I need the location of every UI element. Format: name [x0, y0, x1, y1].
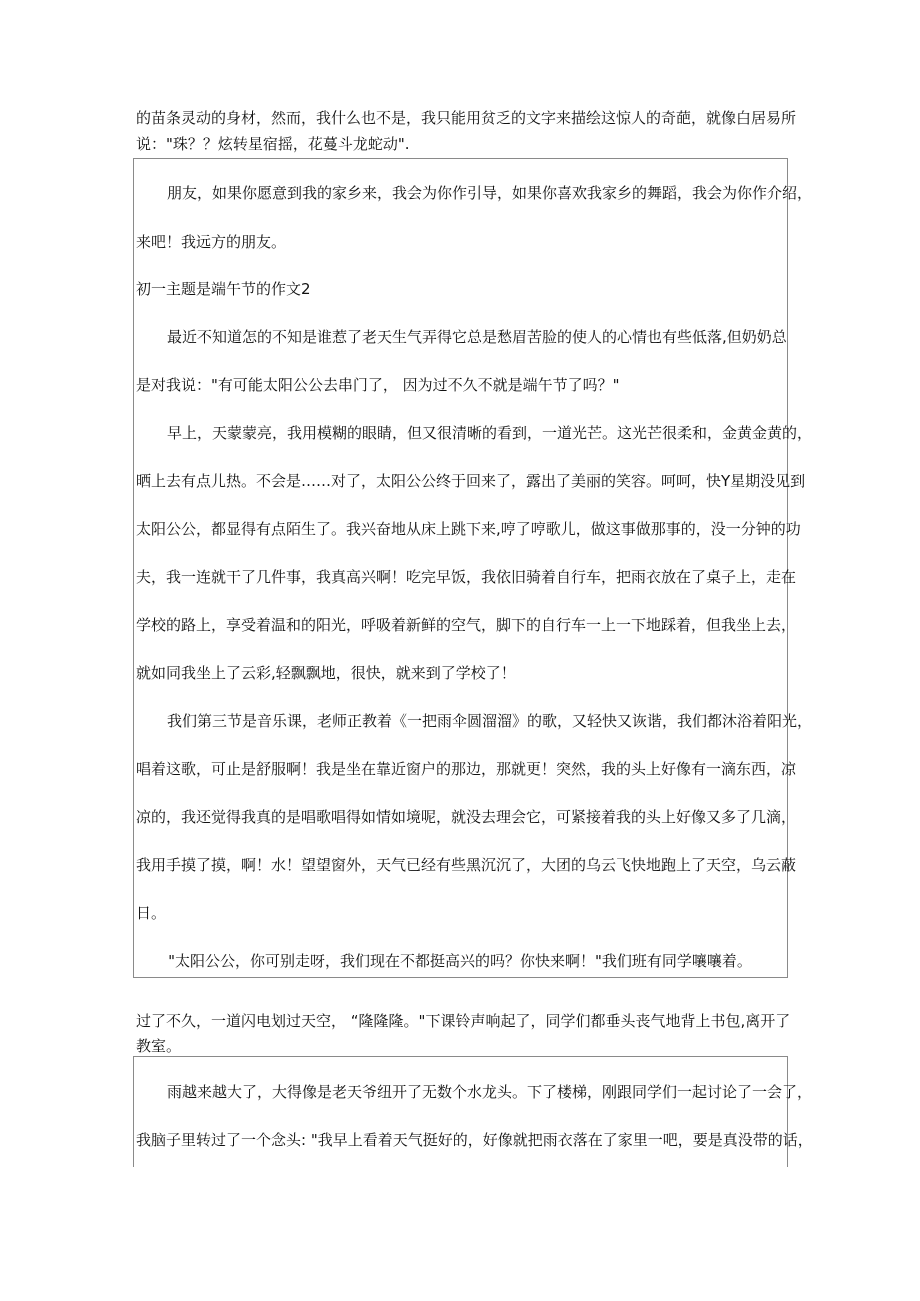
text-line: 过了不久，一道闪电划过天空， “隆隆隆。"下课铃声响起了，同学们都垂头丧气地背上书包,离开了 [136, 1012, 791, 1030]
text-line: 教室。 [136, 1037, 182, 1055]
text-line: 凉的，我还觉得我真的是唱歌唱得如情如境呢，就没去理会它，可紧接着我的头上好像又多了几滴， [136, 808, 797, 826]
text-line: 的苗条灵动的身材，然而，我什么也不是，我只能用贫乏的文字来描绘这惊人的奇葩，就像白居易所 [136, 109, 797, 127]
text-line: 日。 [136, 904, 167, 922]
text-line: 早上，天蒙蒙亮，我用模糊的眼睛，但又很清晰的看到，一道光芒。这光芒很柔和，金黄金黄的， [167, 424, 813, 442]
text-line: "太阳公公，你可别走呀，我们现在不都挺高兴的吗？你快来啊！"我们班有同学嚷嚷着。 [168, 952, 752, 970]
text-line: 唱着这歌，可止是舒服啊！我是坐在靠近窗户的那边，那就更！突然，我的头上好像有一滴东西，凉 [136, 760, 797, 778]
text-line: 来吧！我远方的朋友。 [136, 233, 287, 251]
text-line: 学校的路上，享受着温和的阳光，呼吸着新鲜的空气，脚下的自行车一上一下地踩着，但我坐上去， [136, 616, 797, 634]
text-line: 雨越来越大了，大得像是老天爷纽开了无数个水龙头。下了楼梯，刚跟同学们一起讨论了一会了， [167, 1083, 813, 1101]
text-line: 说："珠？？炫转星宿摇，花蔓斗龙蛇动". [136, 135, 410, 153]
section-heading: 初一主题是端午节的作文2 [136, 280, 311, 298]
text-line: 朋友，如果你愿意到我的家乡来，我会为你作引导，如果你喜欢我家乡的舞蹈，我会为你作介绍， [167, 184, 813, 202]
text-line: 最近不知道怎的不知是谁惹了老天生气弄得它总是愁眉苦脸的使人的心情也有些低落,但奶奶总 [167, 328, 787, 346]
text-line: 是对我说："有可能太阳公公去串门了， 因为过不久不就是端午节了吗？" [136, 376, 620, 394]
text-line: 太阳公公，都显得有点陌生了。我兴奋地从床上跳下来,哼了哼歌儿，做这事做那事的，没一分钟的功 [136, 520, 801, 538]
text-line: 我脑子里转过了一个念头: "我早上看着天气挺好的，好像就把雨衣落在了家里一吧，要是真没带的话， [136, 1131, 813, 1149]
text-line: 晒上去有点儿热。不会是……对了，太阳公公终于回来了，露出了美丽的笑容。呵呵，快Y星期没见到 [136, 472, 806, 490]
text-line: 我们第三节是音乐课，老师正教着《一把雨伞圆溜溜》的歌，又轻快又诙谐，我们都沐浴着阳光， [167, 712, 813, 730]
text-line: 就如同我坐上了云彩,轻飘飘地，很快，就来到了学校了！ [136, 664, 516, 682]
text-line: 我用手摸了摸，啊！水！望望窗外，天气已经有些黑沉沉了，大团的乌云飞快地跑上了天空，乌云蔽 [136, 856, 797, 874]
text-line: 夫，我一连就干了几件事，我真高兴啊！吃完早饭，我依旧骑着自行车，把雨衣放在了桌子上，走在 [136, 568, 797, 586]
